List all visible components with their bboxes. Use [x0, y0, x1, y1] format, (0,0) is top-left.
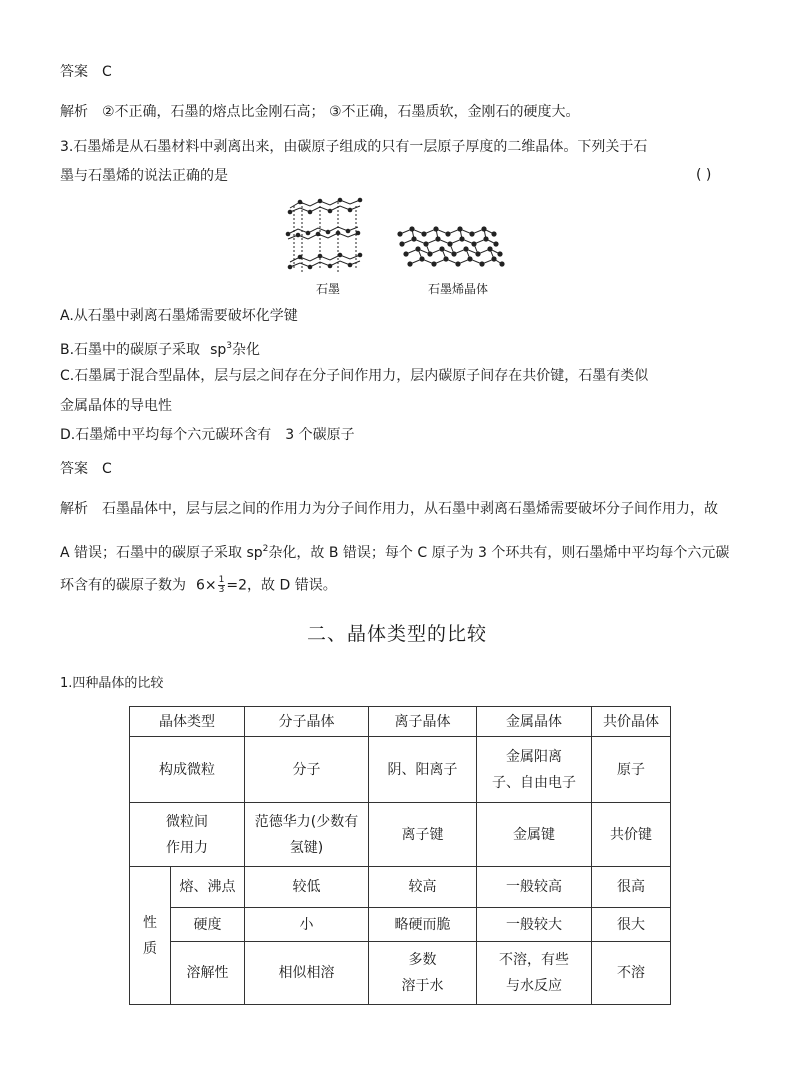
section-title: 二、晶体类型的比较: [306, 623, 487, 645]
cell-line: 多数: [408, 952, 437, 968]
table-cell: 较低: [245, 867, 369, 908]
table-header-row: [130, 707, 671, 737]
explanation-text: 石墨晶体中，层与层之间的作用力为分子间作用力，从石墨中剥离石墨烯需要破坏分子间作用力，故: [102, 501, 718, 517]
table-cell: 共价键: [592, 803, 671, 867]
answer-label: 答案: [60, 64, 88, 80]
cell-line: 性: [143, 914, 157, 931]
table-cell: 金属键: [477, 803, 592, 867]
answer-line-2: [60, 460, 112, 478]
table-cell: 一般较大: [477, 908, 592, 942]
row-label: [130, 803, 245, 867]
table-cell: 很高: [592, 867, 671, 908]
cell-line: 溶于水: [401, 978, 444, 994]
table-cell: 离子键: [369, 803, 477, 867]
table-cell: [245, 803, 369, 867]
row-label: 硬度: [171, 908, 245, 942]
fraction-numerator: 1: [218, 575, 225, 585]
table-cell: [477, 737, 592, 803]
header-cell: 离子晶体: [369, 707, 477, 737]
explanation-text: 环含有的碳原子数为: [60, 577, 186, 594]
header-cell: 共价晶体: [592, 707, 671, 737]
row-label: 熔、沸点: [171, 867, 245, 908]
graphite-structure-diagram: [280, 196, 510, 281]
answer-line-1: [60, 63, 112, 81]
table-cell: [477, 942, 592, 1005]
caption-graphite: 石墨: [316, 282, 341, 296]
explanation-line-4: [60, 576, 337, 595]
table-cell: [369, 942, 477, 1005]
fraction: [218, 576, 226, 595]
option-b-tail: 杂化: [231, 342, 260, 358]
table-row: [130, 737, 671, 803]
property-group-label: [130, 867, 171, 1005]
cell-line: 与水反应: [506, 978, 562, 994]
option-c-line-1: C.石墨属于混合型晶体，层与层之间存在分子间作用力，层内碳原子间存在共价键，石墨有类似: [60, 368, 649, 384]
table-row: [130, 908, 671, 942]
table-row: [130, 867, 671, 908]
caption-graphene: 石墨烯晶体: [428, 282, 489, 296]
table-cell: 阴、阳离子: [369, 737, 477, 803]
explanation-line-3: [60, 540, 729, 562]
explanation-label: 解析: [60, 501, 88, 517]
table-cell: 略硬而脆: [369, 908, 477, 942]
cell-line: 金属阳离: [506, 748, 562, 765]
answer-blank: ( ): [696, 167, 712, 183]
explanation-text: 杂化，故 B 错误；每个 C 原子为 3 个环共有，则石墨烯中平均每个六元碳: [268, 545, 730, 561]
question-3-stem-line-2: 墨与石墨烯的说法正确的是: [60, 168, 228, 184]
header-cell: 晶体类型: [130, 707, 245, 737]
table-row: [130, 803, 671, 867]
row-label: 溶解性: [171, 942, 245, 1005]
cell-line: 子、自由电子: [492, 774, 576, 791]
answer-value: C: [102, 461, 112, 477]
formula-six: 6×: [196, 577, 217, 594]
explanation-text: ②不正确，石墨的熔点比金刚石高； ③不正确，石墨质软，金刚石的硬度大。: [102, 104, 580, 120]
sub-title: 1.四种晶体的比较: [60, 676, 164, 691]
explanation-sp: sp: [246, 545, 263, 561]
table-cell: 较高: [369, 867, 477, 908]
answer-label: 答案: [60, 461, 88, 477]
graphite-figure: [280, 196, 510, 296]
option-d-text: D.石墨烯中平均每个六元碳环含有: [60, 427, 272, 443]
option-d: [60, 426, 355, 444]
option-b: [60, 337, 260, 359]
table-cell: 很大: [592, 908, 671, 942]
cell-line: 不溶，有些: [499, 952, 569, 968]
explanation-label: 解析: [60, 104, 88, 120]
cell-line: 微粒间: [166, 813, 208, 830]
option-b-sp: sp: [210, 342, 227, 358]
option-a: A.从石墨中剥离石墨烯需要破坏化学键: [60, 308, 298, 324]
answer-value: C: [102, 64, 112, 80]
table-row: [130, 942, 671, 1005]
explanation-line-2: [60, 500, 718, 518]
cell-line: 氢键): [289, 839, 324, 856]
row-label: 构成微粒: [130, 737, 245, 803]
header-cell: 分子晶体: [245, 707, 369, 737]
cell-line: 作用力: [166, 839, 208, 856]
cell-line: 质: [143, 940, 157, 957]
table-cell: 小: [245, 908, 369, 942]
option-b-superscript: 3: [226, 341, 232, 351]
explanation-line-1: [60, 103, 580, 121]
explanation-text: A 错误；石墨中的碳原子采取: [60, 545, 243, 561]
graphene-sheet-image: [400, 229, 502, 264]
cell-line: 范德华力(少数有: [254, 813, 359, 830]
table-cell: 原子: [592, 737, 671, 803]
table-cell: 相似相溶: [245, 942, 369, 1005]
question-3-stem-line-1: 3.石墨烯是从石墨材料中剥离出来，由碳原子组成的只有一层原子厚度的二维晶体。下列关于石: [60, 139, 648, 155]
table-cell: 分子: [245, 737, 369, 803]
option-b-text: B.石墨中的碳原子采取: [60, 342, 201, 358]
option-d-tail: 3 个碳原子: [285, 427, 355, 443]
fraction-denominator: 3: [218, 585, 225, 595]
crystal-comparison-table: [129, 706, 671, 1005]
table-cell: 不溶: [592, 942, 671, 1005]
table-cell: 一般较高: [477, 867, 592, 908]
explanation-superscript: 2: [262, 544, 269, 554]
formula-result: =2，故 D 错误。: [226, 577, 337, 594]
header-cell: 金属晶体: [477, 707, 592, 737]
option-c-line-2: 金属晶体的导电性: [60, 398, 172, 414]
